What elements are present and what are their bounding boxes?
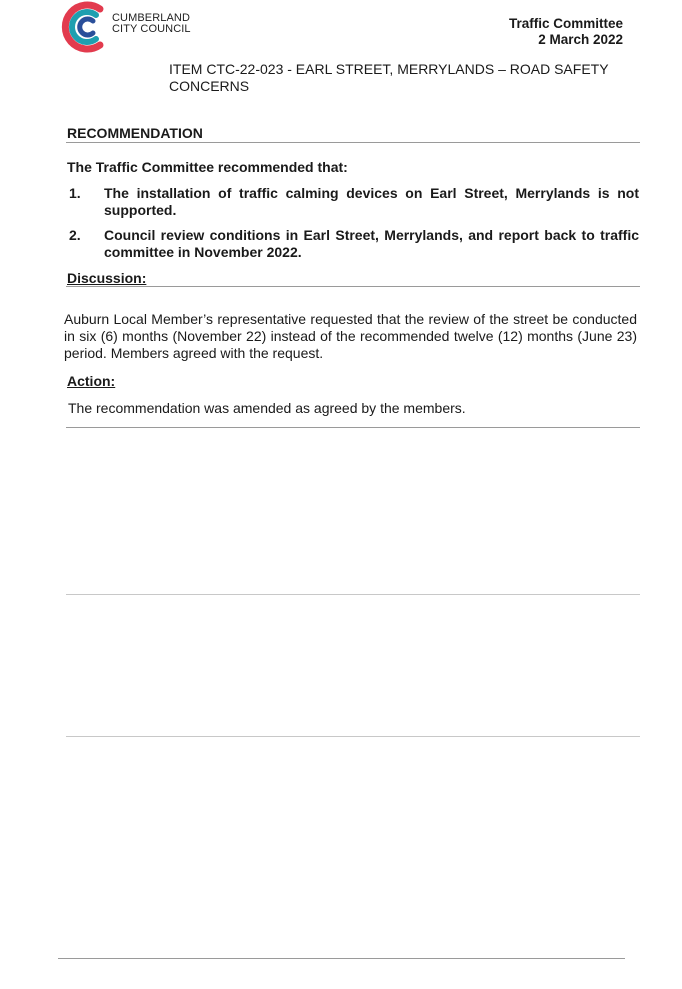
council-logo-icon [60,0,110,54]
item-title: ITEM CTC-22-023 - EARL STREET, MERRYLANDS – ROAD SAFETY CONCERNS [169,61,609,94]
item-number: 1. [69,185,81,201]
divider [66,594,640,595]
recommendation-lead: The Traffic Committee recommended that: [67,159,348,175]
logo-line-2: CITY COUNCIL [112,23,191,35]
footer-divider [58,958,625,959]
recommendation-heading: RECOMMENDATION [67,125,203,141]
action-text: The recommendation was amended as agreed by the members. [68,400,466,416]
recommendation-item [67,227,639,261]
header-meta [509,16,623,48]
divider [66,736,640,737]
item-text: Council review conditions in Earl Street, Merrylands, and report back to traffic committee in November 2022. [104,227,639,260]
discussion-heading: Discussion: [67,270,147,286]
recommendation-item [67,185,639,219]
item-number: 2. [69,227,81,243]
council-logo [60,0,210,54]
meeting-date: 2 March 2022 [538,32,623,47]
divider [66,286,640,287]
action-heading: Action: [67,373,116,389]
recommendation-list [67,185,639,269]
discussion-text: Auburn Local Member’s representative requested that the review of the street be conducted in six (6) months (November 22) instead of the recommended twelve (12) months (June 23) period. Members agreed with the request. [64,311,637,361]
item-text: The installation of traffic calming devices on Earl Street, Merrylands is not supported. [104,185,639,218]
divider [66,427,640,428]
committee-name: Traffic Committee [508,16,623,31]
logo-wordmark [112,13,191,35]
divider [66,142,640,143]
logo-line-1: CUMBERLAND [112,12,191,24]
